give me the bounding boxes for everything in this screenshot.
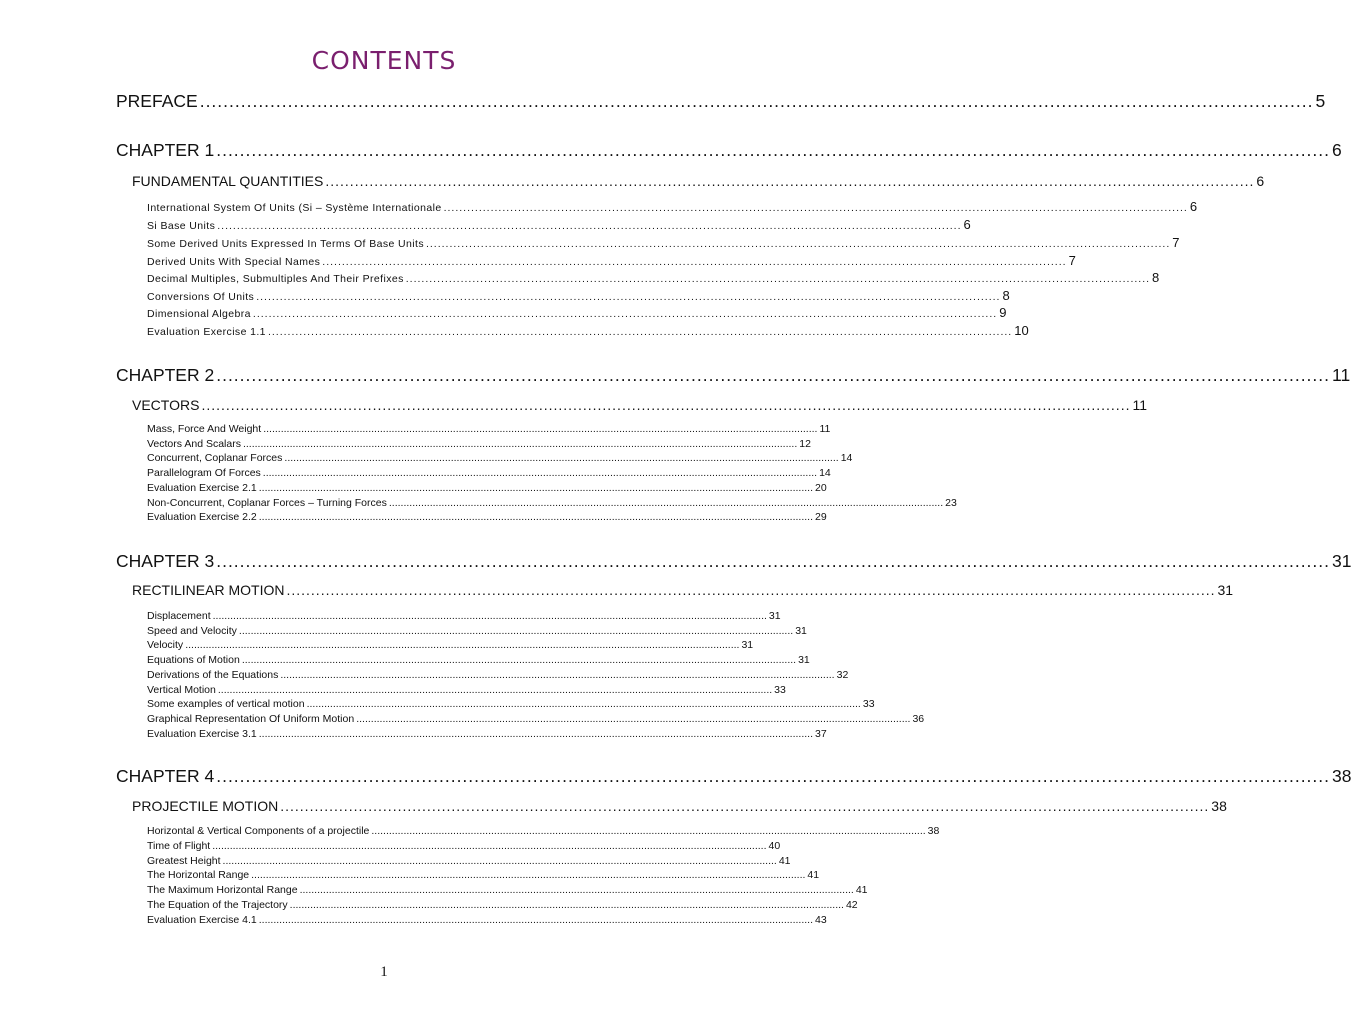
contents-title: CONTENTS [311, 46, 457, 75]
toc-page: 11 [819, 423, 831, 435]
toc-label: Displacement [147, 610, 211, 622]
toc-entry-chapter[interactable] [116, 551, 1351, 572]
toc-entry-topic[interactable] [147, 625, 807, 637]
toc-label: Non-Concurrent, Coplanar Forces – Turning Forces [147, 497, 387, 509]
leader-dots: .............................................................................................................................................................................................. [241, 654, 797, 666]
toc-label: Evaluation Exercise 4.1 [147, 914, 257, 926]
toc-label: CHAPTER 1 [116, 140, 215, 160]
toc-label: Derivations of the Equations [147, 669, 279, 681]
toc-entry-topic[interactable] [147, 825, 940, 837]
leader-dots: .............................................................................................................................................................................................. [251, 869, 806, 881]
leader-dots: .............................................................................................................................................................................................. [216, 551, 1331, 571]
page-number: 1 [380, 964, 388, 980]
toc-label: Parallelogram Of Forces [147, 467, 261, 479]
toc-label: Speed and Velocity [147, 625, 237, 637]
toc-entry-topic[interactable] [147, 684, 786, 696]
toc-entry-section[interactable] [132, 582, 1234, 598]
toc-entry-topic[interactable] [147, 511, 827, 523]
toc-page: 7 [1068, 253, 1076, 268]
leader-dots: .............................................................................................................................................................................................. [258, 482, 814, 494]
toc-label: Time of Flight [147, 840, 211, 852]
toc-entry-topic[interactable] [147, 482, 827, 494]
toc-label: PROJECTILE MOTION [132, 798, 279, 814]
toc-entry-topic[interactable] [147, 253, 1076, 268]
toc-label: International System Of Units (Si – Système Internationale [147, 202, 442, 214]
leader-dots: .............................................................................................................................................................................................. [306, 698, 861, 710]
toc-page: 11 [1332, 365, 1351, 385]
toc-label: PREFACE [116, 91, 198, 111]
toc-entry-topic[interactable] [147, 840, 781, 852]
leader-dots: .............................................................................................................................................................................................. [280, 669, 835, 681]
leader-dots: .............................................................................................................................................................................................. [322, 256, 1067, 268]
toc-page: 9 [999, 305, 1007, 320]
toc-label: FUNDAMENTAL QUANTITIES [132, 173, 324, 189]
toc-page: 33 [862, 698, 875, 710]
toc-page: 14 [819, 467, 831, 479]
leader-dots: .............................................................................................................................................................................................. [216, 766, 1331, 786]
toc-entry-topic[interactable] [147, 914, 827, 926]
toc-entry-topic[interactable] [147, 323, 1029, 338]
leader-dots: .............................................................................................................................................................................................. [199, 91, 1314, 111]
leader-dots: .............................................................................................................................................................................................. [425, 238, 1171, 250]
toc-label: Si Base Units [147, 220, 216, 232]
toc-page: 37 [815, 728, 827, 740]
toc-page: 29 [815, 511, 827, 523]
toc-page: 41 [778, 855, 791, 867]
toc-page: 32 [836, 669, 849, 681]
leader-dots: .............................................................................................................................................................................................. [212, 840, 767, 852]
toc-label: Decimal Multiples, Submultiples And Their Prefixes [147, 273, 404, 285]
toc-label: Concurrent, Coplanar Forces [147, 452, 283, 464]
leader-dots: .............................................................................................................................................................................................. [388, 497, 944, 509]
toc-label: Mass, Force And Weight [147, 423, 262, 435]
toc-entry-topic[interactable] [147, 438, 811, 450]
toc-entry-topic[interactable] [147, 288, 1010, 303]
leader-dots: .............................................................................................................................................................................................. [212, 610, 767, 622]
toc-entry-section[interactable] [132, 798, 1227, 814]
leader-dots: .............................................................................................................................................................................................. [216, 365, 1331, 385]
toc-page: 38 [1332, 766, 1351, 786]
toc-entry-topic[interactable] [147, 899, 858, 911]
toc-label: CHAPTER 4 [116, 766, 215, 786]
toc-label: Evaluation Exercise 3.1 [147, 728, 257, 740]
toc-entry-section[interactable] [132, 397, 1148, 413]
toc-page: 42 [845, 899, 858, 911]
leader-dots: .............................................................................................................................................................................................. [217, 220, 962, 232]
leader-dots: .............................................................................................................................................................................................. [217, 684, 773, 696]
toc-label: CHAPTER 3 [116, 551, 215, 571]
toc-entry-topic[interactable] [147, 669, 849, 681]
toc-page: 7 [1172, 235, 1180, 250]
toc-page: 40 [768, 840, 781, 852]
toc-label: CHAPTER 2 [116, 365, 215, 385]
leader-dots: .............................................................................................................................................................................................. [222, 855, 777, 867]
toc-label: Velocity [147, 639, 184, 651]
toc-label: Some Derived Units Expressed In Terms Of Base Units [147, 238, 424, 250]
leader-dots: .............................................................................................................................................................................................. [443, 202, 1188, 214]
toc-page: 6 [963, 217, 971, 232]
toc-page: 38 [927, 825, 940, 837]
toc-entry-topic[interactable] [147, 270, 1160, 285]
toc-label: Horizontal & Vertical Components of a projectile [147, 825, 370, 837]
leader-dots: .............................................................................................................................................................................................. [263, 423, 818, 435]
toc-entry-chapter[interactable] [116, 365, 1351, 386]
leader-dots: .............................................................................................................................................................................................. [252, 308, 998, 320]
toc-page: 10 [1014, 323, 1029, 338]
toc-page: 12 [799, 438, 811, 450]
toc-label: Dimensional Algebra [147, 308, 251, 320]
leader-dots: .............................................................................................................................................................................................. [280, 798, 1210, 814]
toc-page: 6 [1256, 173, 1265, 189]
leader-dots: .............................................................................................................................................................................................. [238, 625, 794, 637]
toc-entry-topic[interactable] [147, 235, 1180, 250]
toc-entry-topic[interactable] [147, 423, 831, 435]
toc-entry-topic[interactable] [147, 497, 957, 509]
toc-page: 5 [1315, 91, 1326, 111]
toc-page: 8 [1002, 288, 1010, 303]
toc-label: Some examples of vertical motion [147, 698, 305, 710]
toc-entry-topic[interactable] [147, 639, 754, 651]
leader-dots: .............................................................................................................................................................................................. [325, 173, 1255, 189]
leader-dots: .............................................................................................................................................................................................. [371, 825, 926, 837]
leader-dots: .............................................................................................................................................................................................. [289, 899, 844, 911]
toc-entry-topic[interactable] [147, 305, 1007, 320]
toc-page: 31 [741, 639, 754, 651]
toc-entry-topic[interactable] [147, 452, 853, 464]
toc-label: The Maximum Horizontal Range [147, 884, 298, 896]
toc-label: Vectors And Scalars [147, 438, 241, 450]
toc-page: 31 [1332, 551, 1351, 571]
toc-page: 31 [768, 610, 781, 622]
leader-dots: .............................................................................................................................................................................................. [356, 713, 911, 725]
toc-entry-topic[interactable] [147, 610, 781, 622]
leader-dots: .............................................................................................................................................................................................. [258, 511, 814, 523]
toc-page: 11 [1132, 397, 1148, 413]
leader-dots: .............................................................................................................................................................................................. [256, 291, 1001, 303]
toc-page: 41 [855, 884, 868, 896]
toc-entry-topic[interactable] [147, 713, 925, 725]
toc-page: 31 [795, 625, 807, 637]
toc-page: 31 [798, 654, 810, 666]
leader-dots: .............................................................................................................................................................................................. [216, 140, 1331, 160]
toc-page: 36 [912, 713, 925, 725]
leader-dots: .............................................................................................................................................................................................. [284, 452, 839, 464]
toc-entry-preface[interactable] [116, 91, 1326, 112]
leader-dots: .............................................................................................................................................................................................. [262, 467, 818, 479]
toc-page: 6 [1332, 140, 1342, 160]
toc-entry-topic[interactable] [147, 199, 1198, 214]
toc-label: Conversions Of Units [147, 291, 255, 303]
toc-entry-topic[interactable] [147, 654, 810, 666]
toc-label: Greatest Height [147, 855, 221, 867]
toc-label: Vertical Motion [147, 684, 216, 696]
toc-page: 33 [774, 684, 786, 696]
toc-label: Evaluation Exercise 2.2 [147, 511, 257, 523]
toc-page: 20 [815, 482, 827, 494]
leader-dots: .............................................................................................................................................................................................. [258, 914, 814, 926]
toc-entry-topic[interactable] [147, 869, 820, 881]
leader-dots: .............................................................................................................................................................................................. [267, 326, 1013, 338]
toc-page: 38 [1211, 798, 1227, 814]
toc-page: 6 [1189, 199, 1198, 214]
toc-page: 43 [815, 914, 827, 926]
leader-dots: .............................................................................................................................................................................................. [201, 397, 1131, 413]
toc-page: 41 [807, 869, 820, 881]
toc-label: VECTORS [132, 397, 200, 413]
toc-page: 8 [1152, 270, 1160, 285]
toc-label: Equations of Motion [147, 654, 240, 666]
toc-label: Graphical Representation Of Uniform Motion [147, 713, 355, 725]
toc-page: 14 [840, 452, 853, 464]
leader-dots: .............................................................................................................................................................................................. [405, 273, 1151, 285]
leader-dots: .............................................................................................................................................................................................. [286, 582, 1216, 598]
toc-entry-topic[interactable] [147, 855, 791, 867]
leader-dots: .............................................................................................................................................................................................. [258, 728, 814, 740]
toc-entry-chapter[interactable] [116, 140, 1342, 161]
toc-page: 31 [1217, 582, 1234, 598]
toc-entry-topic[interactable] [147, 467, 831, 479]
toc-label: Evaluation Exercise 1.1 [147, 326, 266, 338]
toc-entry-topic[interactable] [147, 217, 971, 232]
toc-label: The Horizontal Range [147, 869, 250, 881]
toc-entry-section[interactable] [132, 173, 1265, 189]
toc-page: 23 [945, 497, 957, 509]
toc-entry-topic[interactable] [147, 728, 827, 740]
leader-dots: .............................................................................................................................................................................................. [242, 438, 798, 450]
toc-label: RECTILINEAR MOTION [132, 582, 285, 598]
toc-entry-chapter[interactable] [116, 766, 1351, 787]
leader-dots: .............................................................................................................................................................................................. [299, 884, 854, 896]
toc-label: Evaluation Exercise 2.1 [147, 482, 257, 494]
toc-label: The Equation of the Trajectory [147, 899, 288, 911]
toc-entry-topic[interactable] [147, 698, 875, 710]
toc-entry-topic[interactable] [147, 884, 868, 896]
toc-label: Derived Units With Special Names [147, 256, 321, 268]
leader-dots: .............................................................................................................................................................................................. [185, 639, 740, 651]
